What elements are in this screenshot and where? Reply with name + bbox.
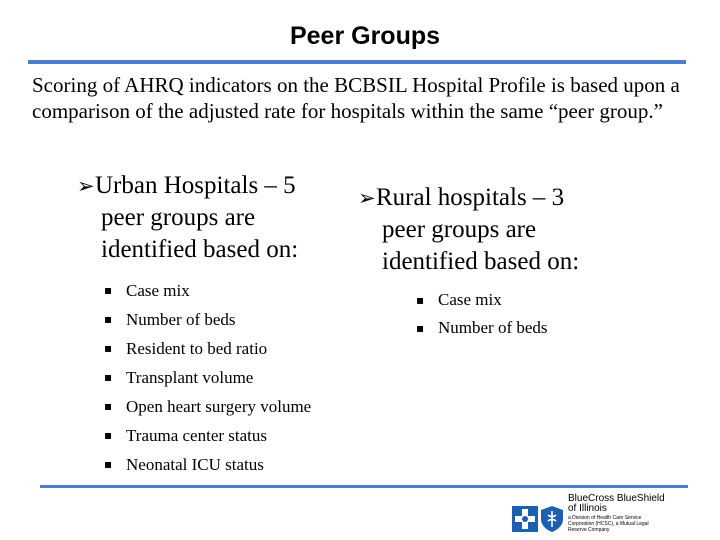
- intro-paragraph: Scoring of AHRQ indicators on the BCBSIL Hospital Profile is based upon a comparison of the adjusted rate for hospitals within the same “peer group.”: [32, 73, 680, 123]
- bcbs-logo: [512, 494, 688, 534]
- urban-criteria-list: [104, 276, 364, 479]
- square-bullet-icon: ▪: [104, 341, 113, 355]
- list-item: [104, 305, 364, 334]
- logo-name-line-1: BlueCross BlueShield: [568, 493, 665, 504]
- square-bullet-icon: ▪: [104, 399, 113, 413]
- square-bullet-icon: ▪: [104, 283, 113, 297]
- square-bullet-icon: ▪: [104, 370, 113, 384]
- blue-shield-icon: [541, 506, 563, 532]
- rural-heading: [358, 182, 658, 278]
- list-item-label: Open heart surgery volume: [126, 397, 312, 416]
- rural-heading-line-3: identified based on:: [382, 248, 580, 275]
- logo-name-line-2: of Illinois: [568, 503, 607, 514]
- list-item: [104, 392, 364, 421]
- arrow-bullet-icon: ➢: [77, 174, 95, 198]
- rural-criteria-list: [416, 286, 636, 342]
- arrow-bullet-icon: ➢: [358, 186, 376, 210]
- list-item: [104, 276, 364, 305]
- square-bullet-icon: ▪: [104, 312, 113, 326]
- square-bullet-icon: ▪: [416, 321, 425, 335]
- list-item: [104, 450, 364, 479]
- list-item: [104, 421, 364, 450]
- list-item-label: Neonatal ICU status: [126, 455, 264, 474]
- logo-name: [568, 494, 686, 514]
- urban-heading-line-1: Urban Hospitals – 5: [95, 172, 296, 199]
- square-bullet-icon: ▪: [104, 457, 113, 471]
- square-bullet-icon: ▪: [104, 428, 113, 442]
- list-item-label: Case mix: [438, 290, 502, 309]
- list-item-label: Transplant volume: [126, 368, 254, 387]
- list-item: [416, 314, 636, 342]
- list-item-label: Number of beds: [126, 310, 236, 329]
- slide-title: Peer Groups: [289, 22, 441, 50]
- list-item: [104, 334, 364, 363]
- rural-heading-line-2: peer groups are: [382, 216, 537, 243]
- list-item: [104, 363, 364, 392]
- square-bullet-icon: ▪: [416, 293, 425, 307]
- list-item-label: Case mix: [126, 281, 190, 300]
- urban-heading-line-3: identified based on:: [101, 236, 299, 263]
- list-item-label: Resident to bed ratio: [126, 339, 268, 358]
- top-divider: [28, 60, 686, 64]
- urban-heading-line-2: peer groups are: [101, 204, 256, 231]
- bottom-divider: [40, 485, 688, 488]
- logo-fine-print: a Division of Health Care Service Corporation (HCSC), a Mutual Legal Reserve Company: [568, 515, 649, 533]
- list-item: [416, 286, 636, 314]
- list-item-label: Trauma center status: [126, 426, 268, 445]
- urban-heading: [77, 170, 357, 266]
- rural-heading-line-1: Rural hospitals – 3: [376, 184, 565, 211]
- list-item-label: Number of beds: [438, 318, 548, 337]
- blue-cross-icon: [512, 506, 538, 532]
